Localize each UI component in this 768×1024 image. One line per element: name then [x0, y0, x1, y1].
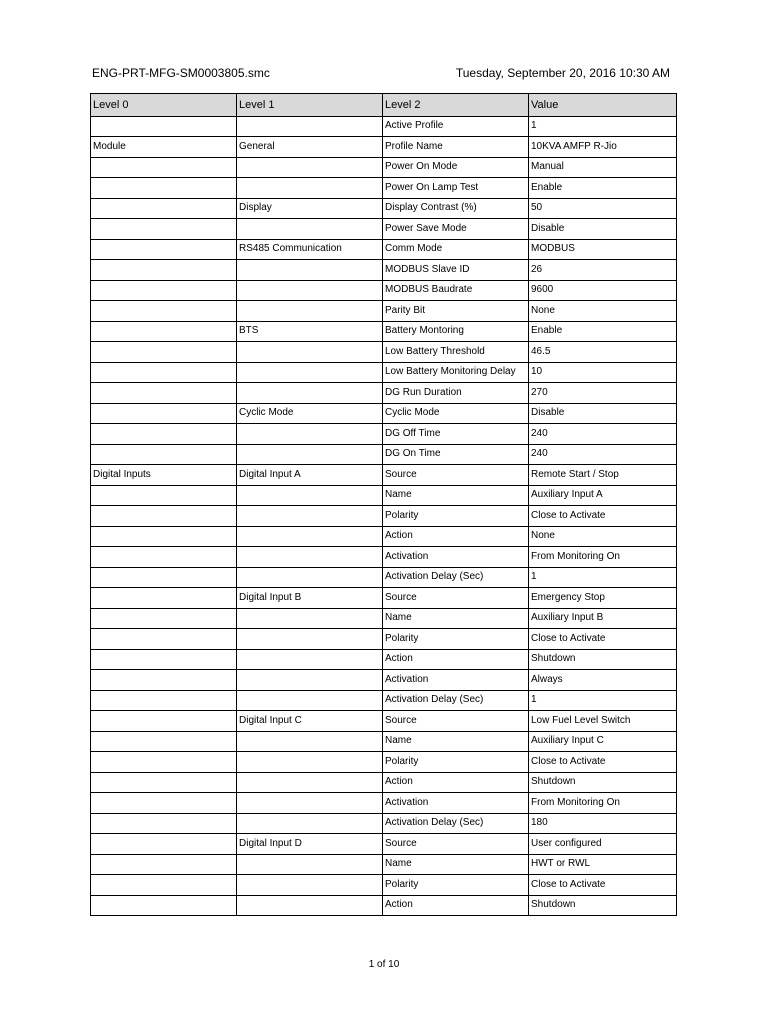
table-cell: [237, 813, 383, 834]
table-cell: [237, 116, 383, 137]
table-row: [91, 178, 677, 199]
table-cell: [91, 772, 237, 793]
table-row: [91, 137, 677, 158]
table-row: [91, 403, 677, 424]
table-cell: Close to Activate: [529, 752, 677, 773]
table-row: [91, 588, 677, 609]
table-cell: Close to Activate: [529, 875, 677, 896]
table-row: [91, 383, 677, 404]
table-cell: DG Off Time: [383, 424, 529, 445]
table-row: [91, 424, 677, 445]
table-cell: Remote Start / Stop: [529, 465, 677, 486]
table-cell: Action: [383, 526, 529, 547]
table-row: [91, 547, 677, 568]
table-cell: None: [529, 526, 677, 547]
table-cell: [237, 526, 383, 547]
table-cell: Polarity: [383, 752, 529, 773]
table-cell: Battery Montoring: [383, 321, 529, 342]
column-header: Level 2: [383, 94, 529, 117]
table-cell: [237, 342, 383, 363]
table-cell: Activation Delay (Sec): [383, 690, 529, 711]
table-row: [91, 813, 677, 834]
table-cell: [91, 178, 237, 199]
table-cell: [91, 362, 237, 383]
table-cell: MODBUS: [529, 239, 677, 260]
table-cell: Name: [383, 608, 529, 629]
table-row: [91, 342, 677, 363]
table-cell: Close to Activate: [529, 506, 677, 527]
table-row: [91, 834, 677, 855]
table-header: [91, 94, 677, 117]
table-cell: [91, 547, 237, 568]
table-cell: User configured: [529, 834, 677, 855]
table-cell: [237, 178, 383, 199]
table-cell: [91, 198, 237, 219]
table-cell: 10: [529, 362, 677, 383]
table-cell: Comm Mode: [383, 239, 529, 260]
table-cell: Display: [237, 198, 383, 219]
table-cell: [237, 875, 383, 896]
table-cell: [91, 690, 237, 711]
table-cell: Auxiliary Input C: [529, 731, 677, 752]
table-cell: [237, 854, 383, 875]
table-cell: Activation: [383, 793, 529, 814]
table-row: [91, 567, 677, 588]
table-cell: General: [237, 137, 383, 158]
table-row: [91, 670, 677, 691]
table-cell: [91, 157, 237, 178]
table-cell: Digital Input C: [237, 711, 383, 732]
table-row: [91, 731, 677, 752]
table-cell: Name: [383, 485, 529, 506]
table-cell: Activation Delay (Sec): [383, 813, 529, 834]
column-header: Value: [529, 94, 677, 117]
table-cell: [237, 731, 383, 752]
table-cell: 270: [529, 383, 677, 404]
table-cell: [237, 608, 383, 629]
table-cell: [237, 260, 383, 281]
table-cell: Cyclic Mode: [383, 403, 529, 424]
table-cell: 180: [529, 813, 677, 834]
table-cell: [91, 116, 237, 137]
table-cell: Action: [383, 772, 529, 793]
table-cell: [91, 260, 237, 281]
table-cell: [237, 506, 383, 527]
table-cell: 26: [529, 260, 677, 281]
table-cell: 1: [529, 690, 677, 711]
table-cell: [91, 834, 237, 855]
table-cell: DG Run Duration: [383, 383, 529, 404]
table-cell: Digital Input A: [237, 465, 383, 486]
table-cell: [91, 731, 237, 752]
table-cell: [91, 588, 237, 609]
table-row: [91, 444, 677, 465]
table-row: [91, 711, 677, 732]
table-cell: Activation Delay (Sec): [383, 567, 529, 588]
table-cell: Auxiliary Input B: [529, 608, 677, 629]
table-cell: Display Contrast (%): [383, 198, 529, 219]
table-cell: [91, 342, 237, 363]
table-cell: Manual: [529, 157, 677, 178]
table-row: [91, 752, 677, 773]
table-cell: [237, 383, 383, 404]
table-cell: Action: [383, 649, 529, 670]
table-cell: [237, 547, 383, 568]
table-row: [91, 465, 677, 486]
table-cell: HWT or RWL: [529, 854, 677, 875]
table-row: [91, 362, 677, 383]
table-cell: [237, 362, 383, 383]
table-cell: [91, 219, 237, 240]
table-row: [91, 198, 677, 219]
table-cell: Activation: [383, 670, 529, 691]
table-cell: Action: [383, 895, 529, 916]
table-cell: MODBUS Slave ID: [383, 260, 529, 281]
table-cell: From Monitoring On: [529, 547, 677, 568]
table-cell: [237, 772, 383, 793]
table-cell: From Monitoring On: [529, 793, 677, 814]
table-row: [91, 629, 677, 650]
table-cell: [91, 649, 237, 670]
table-cell: [91, 485, 237, 506]
table-cell: [91, 383, 237, 404]
table-cell: [237, 424, 383, 445]
table-cell: Module: [91, 137, 237, 158]
table-row: [91, 157, 677, 178]
table-cell: Name: [383, 731, 529, 752]
table-row: [91, 301, 677, 322]
table-cell: Cyclic Mode: [237, 403, 383, 424]
document-datetime: Tuesday, September 20, 2016 10:30 AM: [455, 66, 670, 80]
table-row: [91, 895, 677, 916]
table-row: [91, 854, 677, 875]
table-cell: Enable: [529, 321, 677, 342]
table-cell: Emergency Stop: [529, 588, 677, 609]
table-cell: [237, 793, 383, 814]
table-cell: 50: [529, 198, 677, 219]
table-cell: Low Fuel Level Switch: [529, 711, 677, 732]
table-row: [91, 280, 677, 301]
table-cell: Source: [383, 588, 529, 609]
table-cell: Digital Input B: [237, 588, 383, 609]
table-cell: [237, 895, 383, 916]
table-cell: Digital Inputs: [91, 465, 237, 486]
table-cell: Auxiliary Input A: [529, 485, 677, 506]
table-cell: [91, 711, 237, 732]
table-row: [91, 793, 677, 814]
table-row: [91, 219, 677, 240]
table-cell: BTS: [237, 321, 383, 342]
table-cell: Parity Bit: [383, 301, 529, 322]
table-cell: [237, 301, 383, 322]
table-cell: [237, 219, 383, 240]
table-row: [91, 485, 677, 506]
table-row: [91, 526, 677, 547]
table-cell: Polarity: [383, 875, 529, 896]
table-cell: [237, 444, 383, 465]
table-cell: Digital Input D: [237, 834, 383, 855]
table-row: [91, 260, 677, 281]
table-cell: Enable: [529, 178, 677, 199]
table-cell: [91, 506, 237, 527]
table-cell: Disable: [529, 219, 677, 240]
table-row: [91, 772, 677, 793]
table-cell: [91, 629, 237, 650]
table-cell: [91, 793, 237, 814]
table-cell: [237, 567, 383, 588]
table-cell: [91, 444, 237, 465]
table-cell: [237, 629, 383, 650]
table-cell: 240: [529, 424, 677, 445]
table-cell: 240: [529, 444, 677, 465]
table-cell: [237, 280, 383, 301]
table-cell: Activation: [383, 547, 529, 568]
table-cell: Shutdown: [529, 649, 677, 670]
table-cell: DG On Time: [383, 444, 529, 465]
table-cell: 1: [529, 116, 677, 137]
settings-table: [90, 93, 677, 916]
table-cell: [91, 875, 237, 896]
table-cell: [237, 690, 383, 711]
table-row: [91, 116, 677, 137]
table-cell: [91, 403, 237, 424]
table-row: [91, 608, 677, 629]
table-cell: Low Battery Monitoring Delay: [383, 362, 529, 383]
table-cell: 1: [529, 567, 677, 588]
table-cell: [91, 280, 237, 301]
table-cell: Shutdown: [529, 772, 677, 793]
table-cell: Source: [383, 711, 529, 732]
table-cell: [91, 567, 237, 588]
table-row: [91, 506, 677, 527]
table-cell: [91, 526, 237, 547]
table-cell: Polarity: [383, 629, 529, 650]
table-cell: [237, 649, 383, 670]
table-cell: [91, 670, 237, 691]
table-cell: [91, 321, 237, 342]
table-cell: None: [529, 301, 677, 322]
table-row: [91, 239, 677, 260]
table-cell: Power On Mode: [383, 157, 529, 178]
table-cell: 9600: [529, 280, 677, 301]
table-cell: [91, 752, 237, 773]
table-cell: Source: [383, 465, 529, 486]
document-filename: ENG-PRT-MFG-SM0003805.smc: [92, 66, 270, 80]
table-cell: [237, 157, 383, 178]
table-cell: 46.5: [529, 342, 677, 363]
table-cell: [91, 608, 237, 629]
table-cell: MODBUS Baudrate: [383, 280, 529, 301]
table-cell: Close to Activate: [529, 629, 677, 650]
column-header: Level 0: [91, 94, 237, 117]
table-cell: Disable: [529, 403, 677, 424]
table-row: [91, 321, 677, 342]
table-cell: Always: [529, 670, 677, 691]
table-cell: Active Profile: [383, 116, 529, 137]
page-number: 1 of 10: [368, 959, 400, 970]
table-body: [91, 116, 677, 916]
table-row: [91, 649, 677, 670]
table-cell: Low Battery Threshold: [383, 342, 529, 363]
table-cell: [91, 895, 237, 916]
table-cell: [91, 424, 237, 445]
table-cell: RS485 Communication: [237, 239, 383, 260]
table-cell: [91, 854, 237, 875]
table-cell: Source: [383, 834, 529, 855]
table-row: [91, 875, 677, 896]
table-cell: [91, 301, 237, 322]
table-cell: Polarity: [383, 506, 529, 527]
table-cell: [237, 670, 383, 691]
table-cell: Profile Name: [383, 137, 529, 158]
table-cell: Power On Lamp Test: [383, 178, 529, 199]
table-cell: Shutdown: [529, 895, 677, 916]
table-cell: [91, 813, 237, 834]
table-cell: 10KVA AMFP R-Jio: [529, 137, 677, 158]
header-row: [91, 94, 677, 117]
table-cell: Power Save Mode: [383, 219, 529, 240]
table-cell: [91, 239, 237, 260]
table-cell: [237, 485, 383, 506]
table-cell: Name: [383, 854, 529, 875]
table-cell: [237, 752, 383, 773]
column-header: Level 1: [237, 94, 383, 117]
table-row: [91, 690, 677, 711]
